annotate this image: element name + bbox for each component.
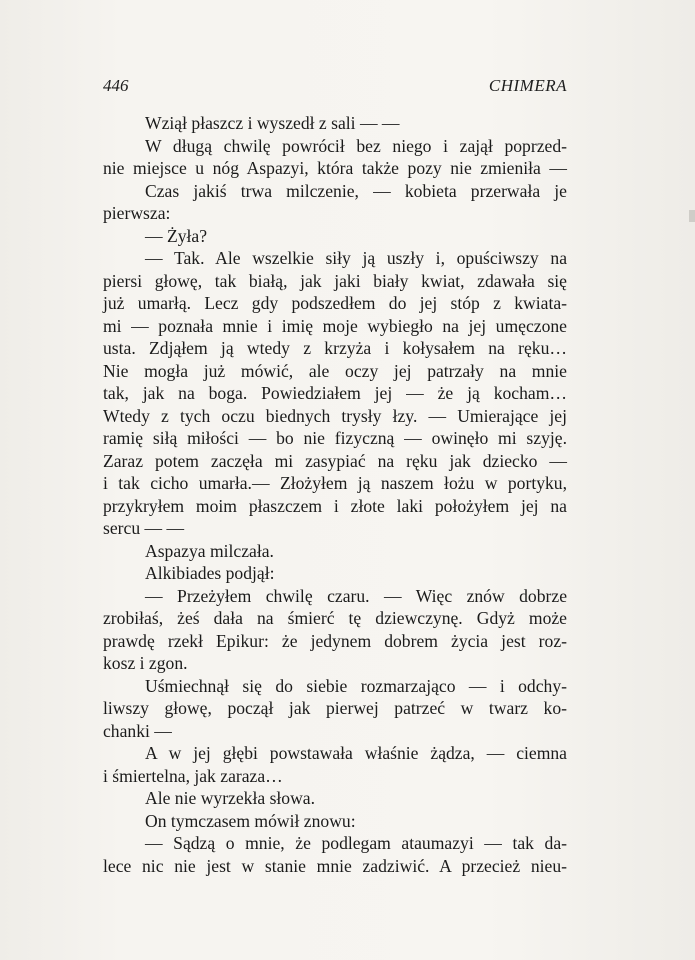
text-line: Zaraz potem zaczęła mi zasypiać na ręku jak dziecko — (103, 450, 567, 471)
text-line: przykryłem moim płaszczem i złote laki położyłem jej na (103, 495, 567, 516)
text-line: prawdę rzekł Epikur: że jedynem dobrem życia jest roz- (103, 630, 567, 651)
text-line: usta. Zdjąłem ją wtedy z krzyża i kołysałem na ręku… (103, 338, 567, 358)
text-line: — Sądzą o mnie, że podlegam ataumazyi — tak da- (145, 833, 567, 853)
text-line: W długą chwilę powrócił bez niego i zajął poprzed- (145, 135, 567, 156)
text-line: Wtedy z tych oczu biednych trysły łzy. — Umierające jej (103, 405, 567, 426)
text-line: — Tak. Ale wszelkie siły ją uszły i, opuściwszy na (145, 248, 567, 268)
text-line: i tak cicho umarła.— Złożyłem ją naszem łożu w portyku, (103, 473, 567, 493)
text-line: — Żyła? (145, 225, 208, 246)
text-line: sercu — — (103, 518, 185, 538)
text-line: Aspazya milczała. (145, 540, 274, 561)
text-line: Ale nie wyrzekła słowa. (145, 788, 316, 808)
text-line: Nie mogła już mówić, ale oczy jej patrzały na mnie (103, 360, 567, 381)
text-line: i śmiertelna, jak zaraza… (103, 765, 283, 786)
text-line: ramię siłą miłości — bo nie fizyczną — owinęło mi szyję. (103, 428, 567, 448)
text-line: Czas jakiś trwa milczenie, — kobieta przerwała je (145, 180, 567, 201)
text-line: nie miejsce u nóg Aspazyi, która także pozy nie zmieniła — (103, 158, 567, 178)
text-line: kosz i zgon. (103, 653, 188, 673)
text-line: pierwsza: (103, 203, 171, 223)
text-line: Alkibiades podjął: (145, 563, 275, 583)
body-text (103, 112, 567, 877)
text-line: — Przeżyłem chwilę czaru. — Więc znów dobrze (145, 585, 567, 606)
page-edge-mark (689, 210, 695, 222)
text-line: Uśmiechnął się do siebie rozmarzająco — i odchy- (145, 675, 567, 696)
text-line: zrobiłaś, żeś dała na śmierć tę dziewczynę. Gdyż może (103, 608, 567, 628)
text-line: On tymczasem mówił znowu: (145, 810, 356, 831)
text-line: mi — poznała mnie i imię moje wybiegło na jej umęczone (103, 315, 567, 336)
text-line: chanki — (103, 720, 172, 741)
text-line: piersi głowę, tak białą, jak jaki biały kwiat, zdawała się (103, 270, 567, 291)
text-line: lece nic nie jest w stanie mnie zadziwić. A przecież nieu- (103, 855, 567, 876)
running-head: CHIMERA (488, 76, 567, 95)
page-number: 446 (103, 76, 129, 95)
text-line: Wziął płaszcz i wyszedł z sali — — (145, 113, 400, 133)
text-line: tak, jak na boga. Powiedziałem jej — że ją kocham… (103, 383, 567, 403)
text-line: liwszy głowę, począł jak pierwej patrzeć w twarz ko- (103, 698, 567, 718)
text-line: już umarłą. Lecz gdy podszedłem do jej stóp z kwiata- (103, 293, 567, 313)
text-line: A w jej głębi powstawała właśnie żądza, — ciemna (145, 743, 567, 763)
